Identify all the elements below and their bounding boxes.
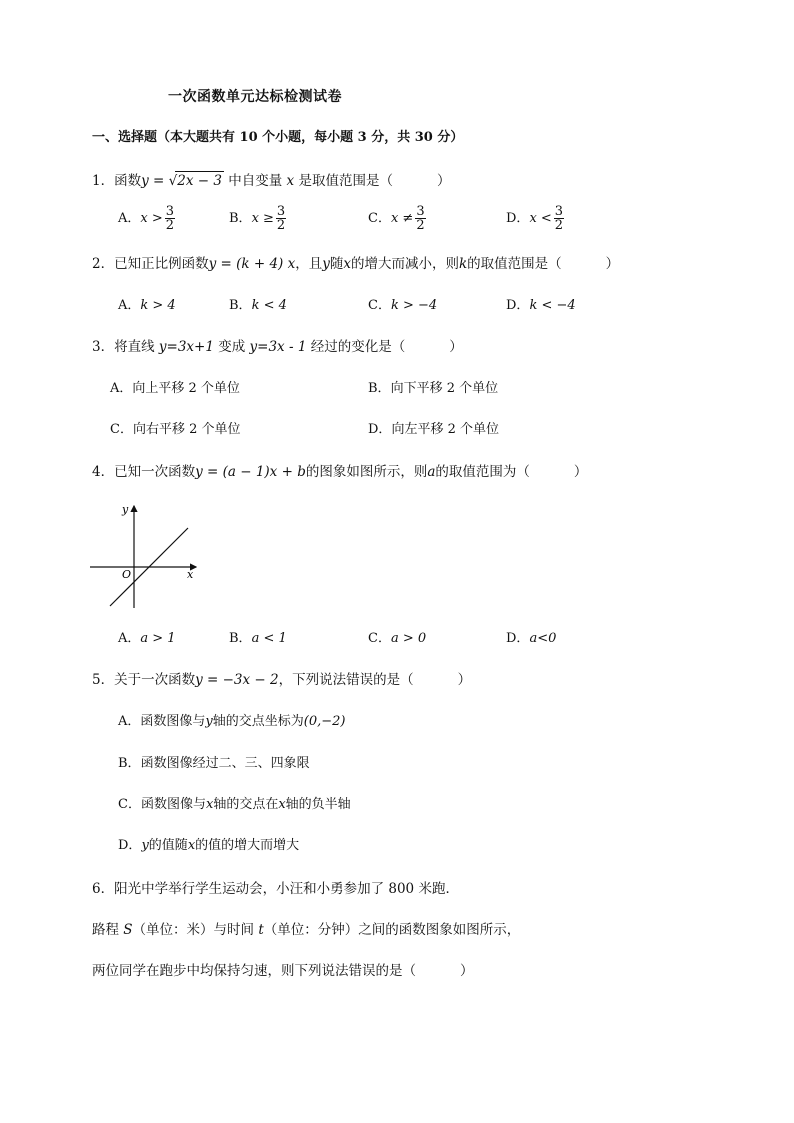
q2-var-x: x — [343, 256, 351, 272]
option-text: 函数图像与 — [140, 714, 206, 729]
q4-option-a — [118, 630, 176, 648]
fraction-numerator: 3 — [165, 204, 175, 219]
q1-prefix: 1．函数 — [92, 173, 142, 189]
fraction-numerator: 3 — [276, 204, 286, 219]
q2-suffix: 的取值范围是（ — [467, 256, 562, 272]
q5-suffix: ，下列说法错误的是（ — [278, 672, 414, 688]
q2-mid-a: ，且 — [295, 256, 323, 272]
option-letter: A． — [118, 714, 141, 729]
option-text: 向上平移 2 个单位 — [132, 381, 240, 396]
q3-prefix: 3．将直线 — [92, 339, 159, 355]
option-letter: B． — [229, 211, 252, 226]
option-letter: B． — [368, 381, 391, 396]
q4-suffix: 的取值范围为（ — [435, 464, 530, 480]
q5-option-b — [118, 755, 310, 773]
q2-mid-c: 的增大而减小，则 — [350, 256, 459, 272]
q5-prefix: 5．关于一次函数 — [92, 672, 196, 688]
q1-option-c — [368, 205, 426, 232]
q1-func-y: y — [141, 173, 149, 189]
y-axis-label: y — [122, 503, 129, 516]
fraction-numerator: 3 — [416, 204, 425, 219]
option-expression: k < 4 — [251, 298, 287, 313]
option-expression: k > 4 — [140, 298, 176, 313]
q5-option-a — [118, 713, 346, 731]
q3-close: ） — [449, 339, 463, 355]
option-letter: A． — [118, 631, 141, 646]
option-letter: B． — [229, 298, 252, 313]
q3-mid: 变成 — [213, 339, 250, 355]
q4-formula: y = (a − 1)x + b — [195, 464, 306, 480]
question-5 — [92, 671, 471, 689]
option-letter: C． — [368, 631, 391, 646]
option-letter: D． — [118, 838, 142, 853]
q6-text: 路程 — [92, 922, 124, 938]
option-letter: D． — [506, 631, 530, 646]
q2-option-c — [368, 297, 437, 315]
q5-option-d — [118, 837, 299, 855]
option-text: 轴的负半轴 — [285, 797, 351, 812]
option-variable: x — [205, 797, 214, 812]
question-3 — [92, 338, 463, 356]
q6-text: （单位：分钟）之间的函数图象如图所示， — [263, 922, 521, 938]
q4-close: ） — [573, 464, 588, 480]
option-variable: y — [141, 838, 149, 853]
option-variable: y — [205, 714, 213, 729]
option-text: 向左平移 2 个单位 — [391, 422, 499, 437]
x-axis-label: x — [187, 568, 194, 581]
q2-option-b — [229, 297, 287, 315]
q2-close: ） — [605, 256, 620, 272]
q2-mid-b: 随 — [329, 256, 344, 272]
q4-option-b — [229, 630, 287, 648]
option-text: 的值随 — [148, 838, 188, 853]
q1-radicand: 2x − 3 — [177, 173, 222, 189]
option-letter: D． — [506, 211, 530, 226]
fraction-denominator: 2 — [554, 218, 564, 233]
option-expression: k > −4 — [390, 298, 438, 313]
q1-func-eq: = — [148, 173, 169, 189]
option-letter: C． — [110, 422, 133, 437]
q6-text: （单位：米）与时间 — [132, 922, 259, 938]
fraction-denominator: 2 — [416, 218, 425, 233]
q1-option-d — [506, 205, 564, 232]
q3-line2: y=3x - 1 — [249, 339, 307, 355]
q1-sqrt-sign: √ — [168, 173, 178, 189]
q1-var-x: x — [286, 173, 295, 189]
q4-mid: 的图象如图所示，则 — [305, 464, 428, 480]
q5-close: ） — [457, 672, 472, 688]
fraction-numerator: 3 — [554, 204, 564, 219]
q1-suffix-b: 是取值范围是（ — [294, 173, 393, 189]
exam-title: 一次函数单元达标检测试卷 — [168, 89, 342, 105]
q2-prefix: 2．已知正比例函数 — [92, 256, 209, 272]
q3-line1: y=3x+1 — [158, 339, 214, 355]
q6-close: ） — [460, 963, 474, 979]
question-6-line-2 — [92, 921, 520, 939]
option-text: 向下平移 2 个单位 — [390, 381, 499, 396]
question-6-line-3 — [92, 962, 474, 980]
fraction — [165, 205, 175, 232]
option-letter: B． — [229, 631, 252, 646]
option-variable: x — [187, 838, 196, 853]
option-text: 向右平移 2 个单位 — [132, 422, 241, 437]
q1-close: ） — [436, 173, 451, 189]
option-expression: a<0 — [529, 631, 557, 646]
option-variable: x — [278, 797, 286, 812]
q4-var-a: a — [427, 464, 436, 480]
q1-option-b — [229, 205, 286, 232]
option-text: 轴的交点坐标为 — [212, 714, 304, 729]
q6-var-s: S — [123, 922, 133, 938]
option-expression: a > 0 — [390, 631, 427, 646]
option-letter: C． — [368, 211, 391, 226]
q3-option-d — [368, 421, 499, 439]
question-1 — [92, 171, 450, 190]
option-point: (0,−2) — [303, 714, 346, 729]
q5-option-c — [118, 796, 351, 814]
option-letter: A． — [110, 381, 133, 396]
option-letter: C． — [118, 797, 141, 812]
option-letter: B． — [118, 756, 141, 771]
q2-var-y: y — [322, 256, 330, 272]
section-heading: 一、选择题（本大题共有 10 个小题，每小题 3 分，共 30 分） — [92, 130, 464, 145]
question-6-line-1: 6．阳光中学举行学生运动会，小汪和小勇参加了 800 米跑． — [92, 881, 459, 897]
fraction — [276, 205, 286, 232]
q2-option-a — [118, 297, 176, 315]
q3-option-a — [110, 380, 240, 398]
fraction — [415, 205, 425, 232]
option-text: 轴的交点在 — [213, 797, 279, 812]
fraction — [554, 205, 564, 232]
fraction-denominator: 2 — [165, 218, 175, 233]
option-letter: D． — [506, 298, 530, 313]
question-2 — [92, 255, 619, 273]
q2-formula: y = (k + 4) x — [208, 256, 296, 272]
question-4 — [92, 463, 587, 481]
option-letter: A． — [118, 211, 141, 226]
q1-option-a — [118, 205, 175, 232]
option-relation: x ≠ — [390, 211, 414, 226]
option-text: 函数图像与 — [140, 797, 206, 812]
q3-option-b — [368, 380, 498, 398]
option-letter: C． — [368, 298, 391, 313]
option-relation: x ≥ — [251, 211, 274, 226]
option-expression: a > 1 — [140, 631, 176, 646]
option-text: 函数图像经过二、三、四象限 — [140, 756, 310, 771]
option-letter: D． — [368, 422, 392, 437]
q4-option-d — [506, 630, 556, 648]
q2-var-k: k — [458, 256, 468, 272]
option-expression: k < −4 — [529, 298, 576, 313]
option-expression: a < 1 — [251, 631, 287, 646]
fraction-denominator: 2 — [276, 218, 286, 233]
origin-label: O — [122, 568, 132, 581]
q1-suffix-a: 中自变量 — [223, 173, 287, 189]
q4-option-c — [368, 630, 426, 648]
q2-option-d — [506, 297, 576, 315]
option-text: 的值的增大而增大 — [195, 838, 300, 853]
q4-line-graph — [88, 498, 203, 613]
option-relation: x < — [529, 211, 552, 226]
q3-suffix: 经过的变化是（ — [306, 339, 406, 355]
option-relation: x > — [140, 211, 163, 226]
q4-prefix: 4．已知一次函数 — [92, 464, 196, 480]
q3-option-c — [110, 421, 241, 439]
q5-formula: y = −3x − 2 — [195, 672, 279, 688]
q6-text: 两位同学在跑步中均保持匀速，则下列说法错误的是（ — [92, 963, 416, 979]
option-letter: A． — [118, 298, 141, 313]
q6-var-t: t — [258, 922, 264, 938]
